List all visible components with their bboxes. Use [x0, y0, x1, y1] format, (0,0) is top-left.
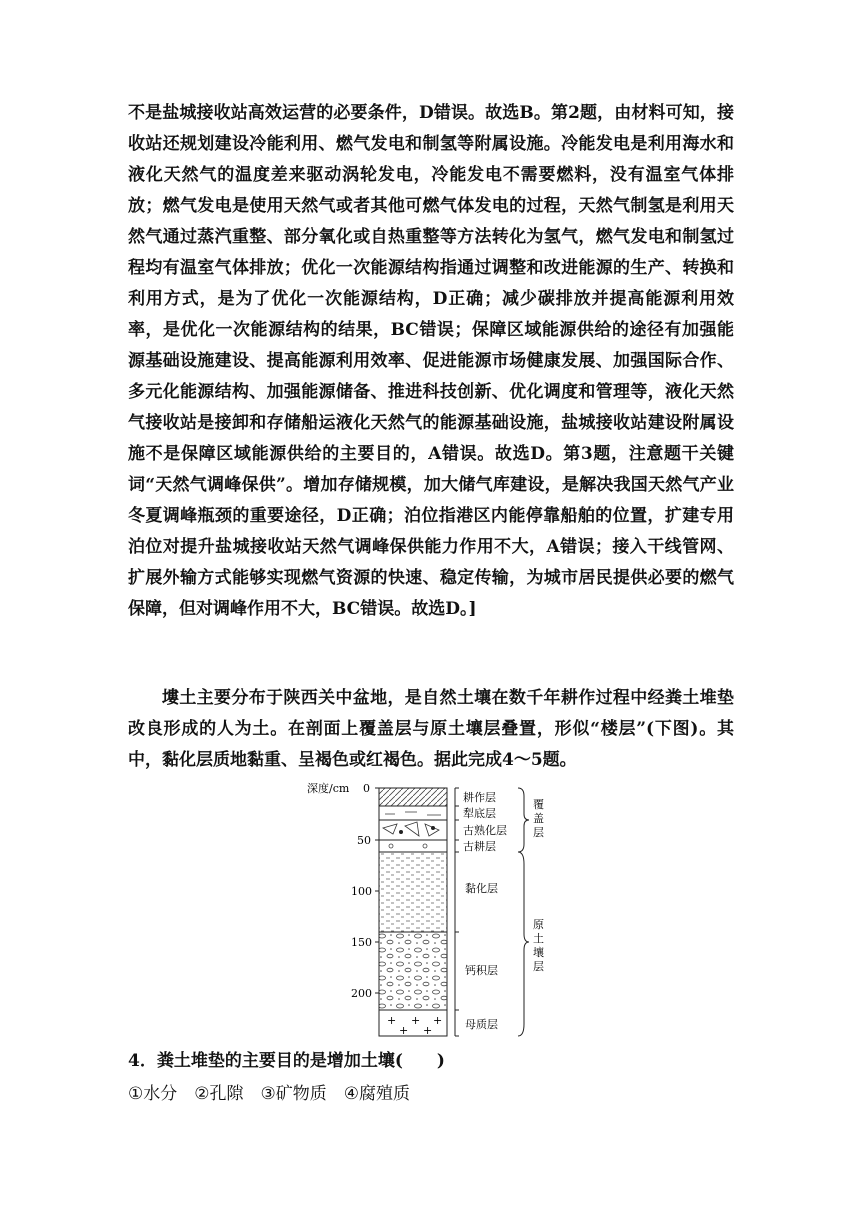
explanation-paragraph: 不是盐城接收站高效运营的必要条件，D错误。故选B。第2题，由材料可知，接收站还规划建设冷能利用、燃气发电和制氢等附属设施。冷能发电是利用海水和液化天然气的温度差来驱动涡轮发电，冷能发电不需要燃料，没有温室气体排放；燃气发电是使用天然气或者其他可燃气体发电的过程，天然气制氢是利用天然气通过蒸汽重整、部分氧化或自热重整等方法转化为氢气，燃气发电和制氢过程均有温室气体排放；优化一次能源结构指通过调整和改进能源的生产、转换和利用方式，是为了优化一次能源结构，D正确；减少碳排放并提高能源利用效率，是优化一次能源结构的结果，BC错误；保障区域能源供给的途径有加强能源基础设施建设、提高能源利用效率、促进能源市场健康发展、加强国际合作、多元化能源结构、加强能源储备、推进科技创新、优化调度和管理等，液化天然气接收站是接卸和存储船运液化天然气的能源基础设施，盐城接收站建设附属设施不是保障区域能源供给的主要目的，A错误。故选D。第3题，注意题干关键词“天然气调峰保供”。增加存储规模，加大储气库建设，是解决我国天然气产业冬夏调峰瓶颈的重要途径，D正确；泊位指港区内能停靠船舶的位置，扩建专用泊位对提升盐城接收站天然气调峰保供能力作用不大，A错误；接入干线管网、扩展外输方式能够实现燃气资源的快速、稳定传输，为城市居民提供必要的燃气保障，但对调峰作用不大，BC错误。故选D。] [128, 103, 734, 619]
label-calcic: 钙积层 [465, 964, 498, 977]
group-cover: 覆盖层 [533, 798, 544, 839]
soil-profile-figure [305, 778, 555, 1040]
label-ancient-tillage: 古耕层 [463, 840, 496, 853]
svg-text:+: + [423, 1024, 433, 1037]
label-parent: 母质层 [465, 1018, 498, 1031]
label-clay: 黏化层 [465, 882, 498, 895]
layer-calcic [379, 932, 447, 1010]
label-plowpan: 犁底层 [463, 807, 496, 820]
label-ancient-mature: 古熟化层 [463, 824, 507, 837]
svg-text:+: + [411, 1014, 421, 1027]
tick-200: 200 [351, 987, 372, 1000]
group-original: 原土壤层 [533, 918, 544, 973]
label-tillage: 耕作层 [463, 791, 496, 804]
svg-text:+: + [387, 1014, 397, 1027]
intro-paragraph: 塿土主要分布于陕西关中盆地，是自然土壤在数千年耕作过程中经粪土堆垫改良形成的人为土。在剖面上覆盖层与原土壤层叠置，形似“楼层”(下图)。其中，黏化层质地黏重、呈褐色或红褐色。据此完成4～5题。 [128, 688, 734, 770]
svg-text:+: + [399, 1024, 409, 1037]
tick-50: 50 [357, 834, 371, 847]
layer-clay [379, 852, 447, 932]
question-4: 4．粪土堆垫的主要目的是增加土壤( ) [128, 1051, 445, 1071]
svg-text:+: + [433, 1014, 443, 1027]
layer-tillage [379, 788, 447, 806]
tick-0: 0 [363, 782, 370, 795]
question-4-options: ①水分 ②孔隙 ③矿物质 ④腐殖质 [128, 1084, 410, 1104]
depth-axis-label: 深度/cm [307, 782, 350, 795]
question-intro [128, 683, 734, 776]
layer-plowpan [379, 806, 447, 820]
tick-100: 100 [351, 885, 372, 898]
tick-150: 150 [351, 936, 372, 949]
answer-explanation [128, 98, 734, 625]
